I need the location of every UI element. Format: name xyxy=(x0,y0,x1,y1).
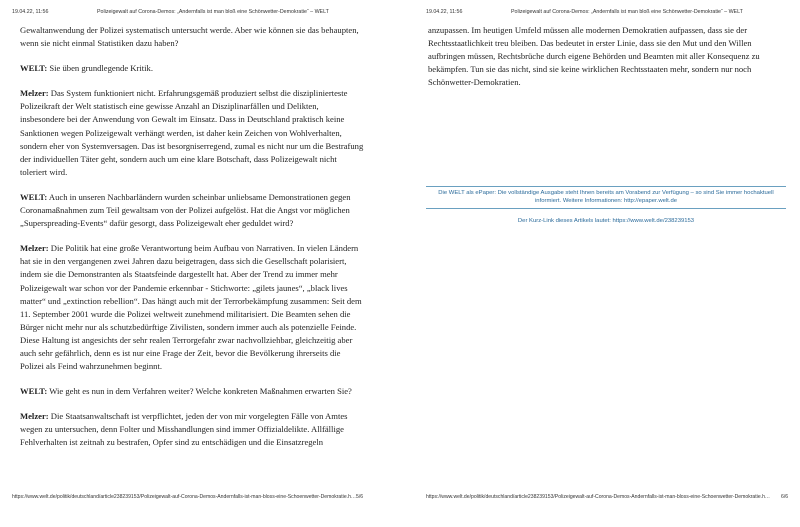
paragraph-text: Auch in unseren Nachbarländern wurden scheinbar unliebsame Demonstrationen gegen Coronamaßnahmen zum Teil gewaltsam von der Polizei aufgelöst. Hat die Angst vor möglichen „Superspreading-Events“ dafür gesorgt, dass Polizeigewalt eher geduldet wird? xyxy=(20,191,351,229)
speaker-label: Melzer: xyxy=(20,88,49,99)
paragraph-text: Das System funktioniert nicht. Erfahrungsgemäß produziert selbst die disziplinierteste Polizeikraft der Welt statistisch eine gewisse Anzahl an Disziplinarfällen und Delikten, insbesondere bei der Anwendung von Gewalt im Einsatz. Dass in Deutschland praktisch keine Sanktionen wegen Polizeigewalt verhängt werden, ist daher kein Zeichen von Wohlverhalten, sondern eher von Systemversagen. Das ist besorgniserregend, zumal es nicht nur um die Bestrafung der individuellen Täter geht, sondern auch um eine klare Botschaft, dass Polizeigewalt nicht toleriert wird. xyxy=(20,88,364,177)
page-number: 6/6 xyxy=(781,494,789,500)
speaker-label: WELT: xyxy=(20,63,48,74)
paragraph-text: anzupassen. Im heutigen Umfeld müssen alle modernen Demokratien aufpassen, dass sie der Rechtsstaatlichkeit treu bleiben. Das bedeutet in erster Linie, dass sie den Mut und den Willen aufbringen müssen, Rechtsbrüche durch eigene Behörden und Beamten mit aller Konsequenz zu bekämpfen. Tun sie das nicht, sind sie keine wirklichen Rechtsstaaten mehr, sondern nur noch Schönwetter-Demokratien. xyxy=(428,25,760,88)
page-footer xyxy=(426,494,789,500)
short-link[interactable]: Der Kurz-Link dieses Artikels lautet: https://www.welt.de/238239153 xyxy=(517,218,695,224)
footer-url: https://www.welt.de/politik/deutschland/article238239153/Polizeigewalt-auf-Corona-Demos-Andernfalls-ist-man-bloss-eine-Schoenwetter-Demokratie.h… xyxy=(12,494,356,500)
paragraph xyxy=(20,24,365,50)
speaker-label: Melzer: xyxy=(20,243,49,254)
paragraph-text: Sie üben grundlegende Kritik. xyxy=(47,63,153,74)
article-body xyxy=(428,24,778,101)
paragraph-text: Die Staatsanwaltschaft ist verpflichtet, jeden der von mir vorgelegten Fälle von Amtes wegen zu untersuchen, denn Folter und Misshandlungen sind immer Offizialdelikte. Allfällige Fehlverhalten ist zeitnah zu bestrafen, Opfer sind zu entschädigen und die Einsatzregeln xyxy=(20,411,348,448)
paragraph-text: Gewaltanwendung der Polizei systematisch untersucht werde. Aber wie können sie das behaupten, wenn sie nicht einmal Statistiken dazu haben? xyxy=(20,25,359,49)
paragraph-text: Die Politik hat eine große Verantwortung beim Aufbau von Narrativen. In vielen Ländern hat sie in den vergangenen zwei Jahren dazu beigetragen, dass sich die Gesellschaft polarisiert, indem sie die Demonstranten als Staatsfeinde dargestellt hat. Aber der Trend zu immer mehr Polizeigewalt war schon vor der Pandemie erkennbar - Stichworte: „gilets jaunes“, „black lives matter“ und „extinction rebellion“. Das hängt auch mit der Terrorbekämpfung zusammen: Seit dem 11. September 2001 wurde die Polizei weltweit zunehmend militarisiert. Die Beamten sehen die Bürger nicht mehr nur als schutzbedürftige Zivilisten, sondern immer auch als potenzielle Feinde. Diese Haltung ist angesichts der sehr realen Terrorgefahr zwar nachvollziehbar, gleichzeitig aber auch sehr gefährlich, denn es ist nur eine Frage der Zeit, bevor die Bevölkerung ihrerseits die Polizei als Feind wahrzunehmen beginnt. xyxy=(20,243,362,372)
header-date: 19.04.22, 11:56 xyxy=(426,9,463,15)
epaper-notice[interactable]: Die WELT als ePaper: Die vollständige Ausgabe steht Ihnen bereits am Vorabend zur Verfügung – so sind Sie immer hochaktuell informiert. Weitere Informationen: http://epaper.welt.de xyxy=(426,186,786,209)
footer-url: https://www.welt.de/politik/deutschland/article238239153/Polizeigewalt-auf-Corona-Demos-Andernfalls-ist-man-bloss-eine-Schoenwetter-Demokratie.h… xyxy=(426,494,770,500)
page-footer xyxy=(12,494,364,500)
paragraph xyxy=(428,24,778,89)
paragraph xyxy=(20,87,365,179)
speaker-label: WELT: xyxy=(20,386,48,397)
paragraph xyxy=(20,62,365,75)
header-date: 19.04.22, 11:56 xyxy=(12,9,49,15)
header-title: Polizeigewalt auf Corona-Demos: „Andernfalls ist man bloß eine Schönwetter-Demokratie“ – WELT xyxy=(511,9,743,15)
speaker-label: WELT: xyxy=(20,191,48,202)
article-body xyxy=(20,24,365,462)
page-left xyxy=(0,0,392,527)
header-title: Polizeigewalt auf Corona-Demos: „Andernfalls ist man bloß eine Schönwetter-Demokratie“ – WELT xyxy=(97,9,329,15)
page-gutter xyxy=(392,0,408,527)
paragraph xyxy=(20,410,365,449)
paragraph-text: Wie geht es nun in dem Verfahren weiter? Welche konkreten Maßnahmen erwarten Sie? xyxy=(47,386,352,397)
page-number: 5/6 xyxy=(356,494,364,500)
speaker-label: Melzer: xyxy=(20,411,49,422)
paragraph xyxy=(20,385,365,398)
paragraph xyxy=(20,191,365,230)
paragraph xyxy=(20,242,365,373)
page-right xyxy=(408,0,800,527)
